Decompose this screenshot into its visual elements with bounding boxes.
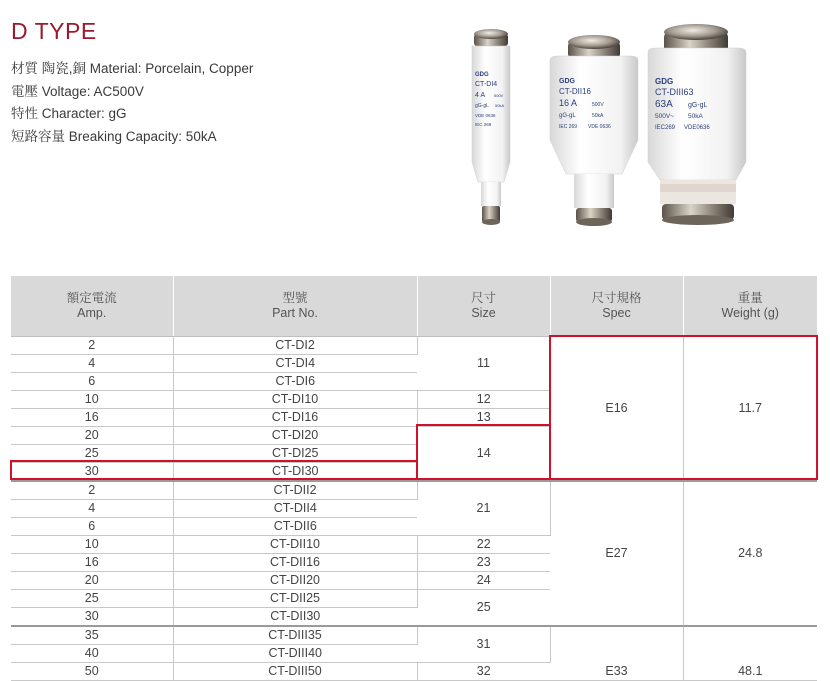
amp-cell: 4 xyxy=(11,500,173,518)
fuse-1-model: CT-DI4 xyxy=(475,81,498,88)
header-size: 尺寸 Size xyxy=(417,276,550,337)
weight-cell: 11.7 xyxy=(683,337,817,482)
size-cell: 11 xyxy=(417,337,550,391)
amp-cell: 25 xyxy=(11,590,173,608)
fuse-2-model: CT-DII16 xyxy=(559,87,592,96)
fuse-2-rating: 16 A xyxy=(559,98,578,108)
weight-cell: 48.1 xyxy=(683,626,817,681)
size-cell: 25 xyxy=(417,590,550,627)
fuse-3-char: gG-gL xyxy=(688,102,708,109)
fuse-3-iec: IEC269 xyxy=(655,125,676,131)
spec-voltage: 電壓 Voltage: AC500V xyxy=(11,83,144,99)
part-cell: CT-DII4 xyxy=(173,500,417,518)
size-cell: 21 xyxy=(417,481,550,536)
table-row xyxy=(11,337,817,355)
part-cell: CT-DIII35 xyxy=(173,626,417,645)
amp-cell: 30 xyxy=(11,463,173,482)
part-cell: CT-DII10 xyxy=(173,536,417,554)
fuse-3-vde: VDE0636 xyxy=(684,125,710,131)
fuse-2-char: gG-gL xyxy=(559,113,576,119)
part-cell: CT-DI6 xyxy=(173,373,417,391)
size-cell: 13 xyxy=(417,409,550,427)
amp-cell: 4 xyxy=(11,355,173,373)
amp-cell: 30 xyxy=(11,608,173,627)
fuse-dii-16a xyxy=(550,35,638,226)
fuse-1-brand: GDG xyxy=(475,72,489,78)
fuse-di-4a xyxy=(472,29,510,225)
part-cell: CT-DII16 xyxy=(173,554,417,572)
fuse-2-brand: GDG xyxy=(559,78,575,85)
part-cell: CT-DII2 xyxy=(173,481,417,500)
fuse-diii-63a xyxy=(648,24,746,225)
part-cell: CT-DI25 xyxy=(173,445,417,463)
spec-breaking-capacity: 短路容量 Breaking Capacity: 50kA xyxy=(11,128,217,144)
header-weight: 重量 Weight (g) xyxy=(683,276,817,337)
amp-cell: 35 xyxy=(11,626,173,645)
fuse-1-rating: 4 A xyxy=(475,92,486,99)
fuse-3-model: CT-DIII63 xyxy=(655,87,694,97)
header-part-no: 型號 Part No. xyxy=(173,276,417,337)
part-cell: CT-DI30 xyxy=(173,463,417,482)
table-row xyxy=(11,481,817,500)
part-cell: CT-DIII50 xyxy=(173,663,417,681)
fuse-2-vde: VDE 0636 xyxy=(588,124,611,130)
spec-material: 材質 陶瓷,銅 Material: Porcelain, Copper xyxy=(11,61,254,76)
size-cell: 12 xyxy=(417,391,550,409)
fuse-spec-table xyxy=(11,276,817,681)
amp-cell: 6 xyxy=(11,518,173,536)
part-cell: CT-DII20 xyxy=(173,572,417,590)
part-cell: CT-DI20 xyxy=(173,427,417,445)
amp-cell: 50 xyxy=(11,663,173,681)
size-cell: 23 xyxy=(417,554,550,572)
header-amp: 額定電流 Amp. xyxy=(11,276,173,337)
fuse-3-rating: 63A xyxy=(655,99,673,110)
fuse-1-iec: IEC 269 xyxy=(475,122,492,127)
size-cell: 14 xyxy=(417,427,550,482)
amp-cell: 16 xyxy=(11,554,173,572)
part-cell: CT-DI10 xyxy=(173,391,417,409)
size-cell: 31 xyxy=(417,626,550,663)
size-cell: 22 xyxy=(417,536,550,554)
amp-cell: 2 xyxy=(11,337,173,355)
spec-character: 特性 Character: gG xyxy=(11,106,127,121)
amp-cell: 2 xyxy=(11,481,173,500)
part-cell: CT-DI2 xyxy=(173,337,417,355)
amp-cell: 40 xyxy=(11,645,173,663)
page-title: D TYPE xyxy=(11,18,97,44)
table-header-row xyxy=(11,276,817,337)
spec-cell: E33 xyxy=(550,626,683,681)
fuse-3-voltage: 500V~ xyxy=(655,113,674,120)
part-cell: CT-DI4 xyxy=(173,355,417,373)
spec-cell: E27 xyxy=(550,481,683,626)
part-cell: CT-DI16 xyxy=(173,409,417,427)
fuse-1-ka: 50kA xyxy=(495,103,505,108)
fuse-product-photo xyxy=(462,22,752,232)
size-cell: 24 xyxy=(417,572,550,590)
amp-cell: 10 xyxy=(11,536,173,554)
amp-cell: 10 xyxy=(11,391,173,409)
amp-cell: 6 xyxy=(11,373,173,391)
fuse-1-vde: VDE 0636 xyxy=(475,113,496,118)
amp-cell: 16 xyxy=(11,409,173,427)
fuse-3-ka: 50kA xyxy=(688,113,703,120)
fuse-3-brand: GDG xyxy=(655,77,674,86)
part-cell: CT-DII30 xyxy=(173,608,417,627)
fuse-1-voltage: 500V xyxy=(494,93,504,98)
fuse-2-ka: 50kA xyxy=(592,113,604,119)
spec-cell: E16 xyxy=(550,337,683,482)
size-cell: 32 xyxy=(417,663,550,681)
weight-cell: 24.8 xyxy=(683,481,817,626)
fuse-1-char: gG-gL xyxy=(475,103,489,109)
part-cell: CT-DII25 xyxy=(173,590,417,608)
amp-cell: 25 xyxy=(11,445,173,463)
header-spec: 尺寸規格 Spec xyxy=(550,276,683,337)
amp-cell: 20 xyxy=(11,427,173,445)
part-cell: CT-DII6 xyxy=(173,518,417,536)
amp-cell: 20 xyxy=(11,572,173,590)
spec-list xyxy=(11,58,253,148)
fuse-2-iec: IEC 269 xyxy=(559,124,578,130)
part-cell: CT-DIII40 xyxy=(173,645,417,663)
fuse-2-voltage: 500V xyxy=(592,102,604,108)
table-row xyxy=(11,626,817,645)
